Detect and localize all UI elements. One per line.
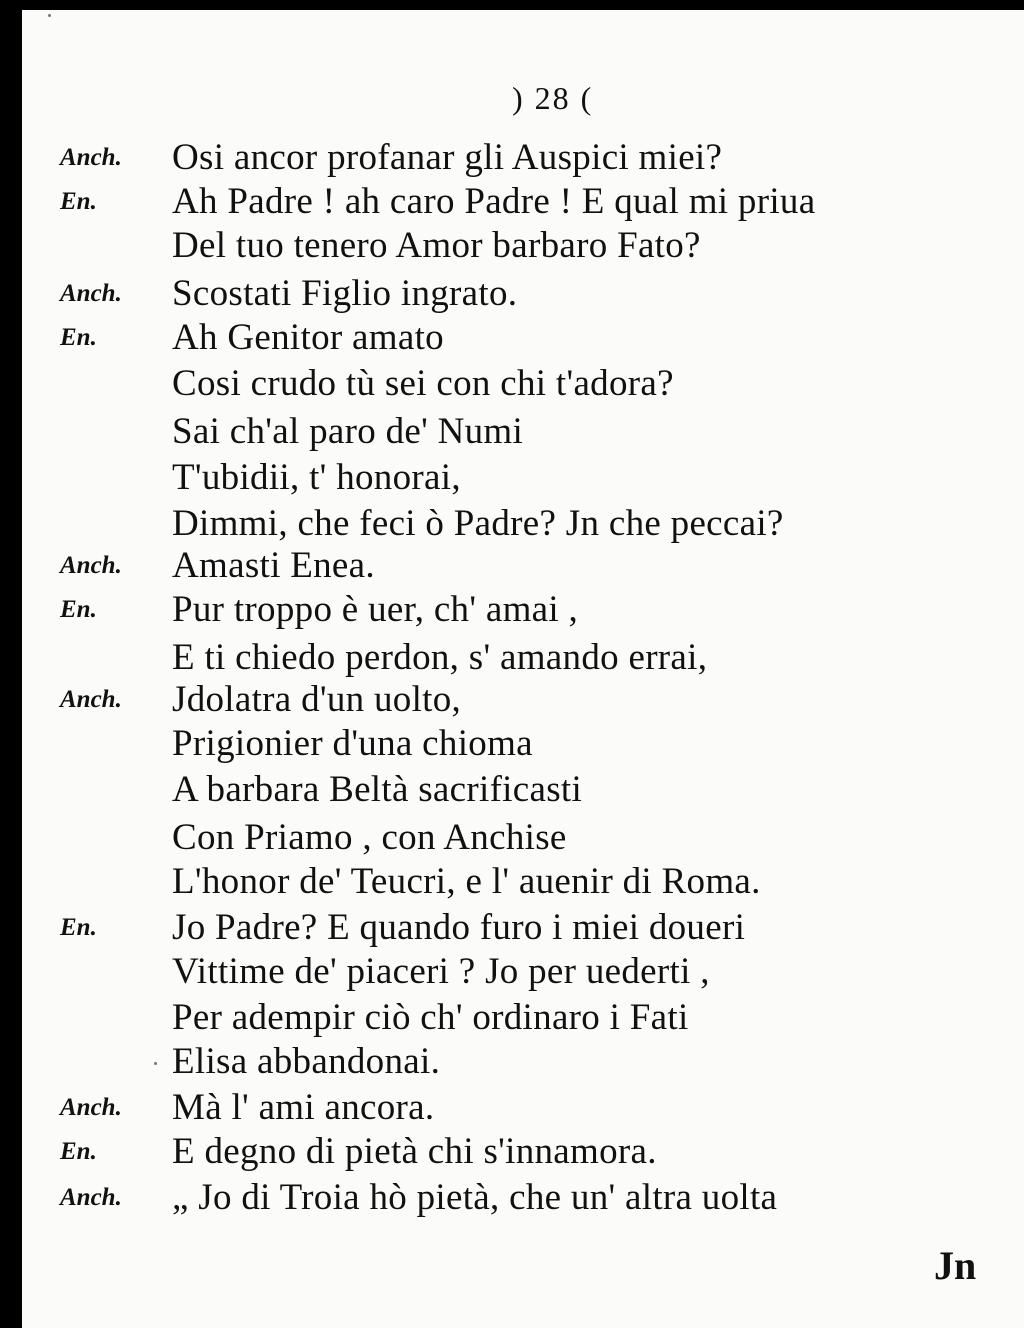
book-page: [22, 10, 1024, 1328]
speaker-label: En.: [60, 188, 97, 215]
verse-text: Con Priamo , con Anchise: [172, 817, 567, 858]
speaker-label: Anch.: [60, 1094, 122, 1121]
verse-line: [22, 722, 1024, 768]
verse-line: [22, 180, 1024, 226]
verse-line: [22, 816, 1024, 862]
verse-text: Sai ch'al paro de' Numi: [172, 411, 524, 452]
speaker-label: Anch.: [60, 280, 122, 307]
verse-line: [22, 224, 1024, 270]
speaker-label: En.: [60, 324, 97, 351]
verse-text: Vittime de' piaceri ? Jo per uederti ,: [172, 951, 710, 992]
verse-line: [22, 136, 1024, 182]
verse-text: Dimmi, che feci ò Padre? Jn che peccai?: [172, 503, 784, 544]
verse-text: Prigionier d'una chioma: [172, 723, 533, 764]
verse-text: Ah Genitor amato: [172, 317, 444, 358]
verse-text: Amasti Enea.: [172, 545, 375, 586]
verse-text: Jo Padre? E quando furo i miei doueri: [172, 907, 746, 948]
verse-line: [22, 996, 1024, 1042]
verse-line: [22, 502, 1024, 548]
verse-line: [22, 1040, 1024, 1086]
verse-line: [22, 860, 1024, 906]
verse-text: E ti chiedo perdon, s' amando errai,: [172, 637, 708, 678]
speck: [48, 14, 51, 17]
verse-text: Del tuo tenero Amor barbaro Fato?: [172, 225, 701, 266]
verse-text: L'honor de' Teucri, e l' auenir di Roma.: [172, 861, 761, 902]
verse-text: A barbara Beltà sacrificasti: [172, 769, 583, 810]
verse-text: Scostati Figlio ingrato.: [172, 273, 518, 314]
verse-line: [22, 678, 1024, 724]
verse-text: Pur troppo è uer, ch' amai ,: [172, 589, 579, 630]
verse-text: Elisa abbandonai.: [172, 1041, 441, 1082]
verse-text: Mà l' ami ancora.: [172, 1087, 435, 1128]
speaker-label: Anch.: [60, 552, 122, 579]
verse-text: Cosi crudo tù sei con chi t'adora?: [172, 363, 674, 404]
verse-line: [22, 1176, 1024, 1222]
verse-text: Per adempir ciò ch' ordinaro i Fati: [172, 997, 689, 1038]
verse-text: Osi ancor profanar gli Auspici miei?: [172, 137, 723, 178]
verse-text: Jdolatra d'un uolto,: [172, 679, 462, 720]
verse-text: E degno di pietà chi s'innamora.: [172, 1131, 657, 1172]
speaker-label: Anch.: [60, 144, 122, 171]
verse-line: [22, 768, 1024, 814]
page-number: ) 28 (: [512, 80, 594, 116]
verse-line: [22, 1130, 1024, 1176]
verse-line: [22, 316, 1024, 362]
verse-line: [22, 410, 1024, 456]
verse-line: [22, 544, 1024, 590]
speaker-label: En.: [60, 914, 97, 941]
verse-line: [22, 272, 1024, 318]
verse-line: [22, 950, 1024, 996]
speaker-label: Anch.: [60, 1184, 122, 1211]
verse-line: [22, 636, 1024, 682]
catchword: Jn: [934, 1243, 977, 1288]
verse-line: [22, 906, 1024, 952]
speaker-label: En.: [60, 1138, 97, 1165]
verse-text: Ah Padre ! ah caro Padre ! E qual mi priua: [172, 181, 816, 222]
verse-text: T'ubidii, t' honorai,: [172, 457, 461, 498]
speaker-label: Anch.: [60, 686, 122, 713]
verse-line: [22, 588, 1024, 634]
verse-line: [22, 362, 1024, 408]
speaker-label: En.: [60, 596, 97, 623]
verse-text: „ Jo di Troia hò pietà, che un' altra uolta: [172, 1177, 778, 1218]
verse-line: [22, 456, 1024, 502]
verse-line: [22, 1086, 1024, 1132]
